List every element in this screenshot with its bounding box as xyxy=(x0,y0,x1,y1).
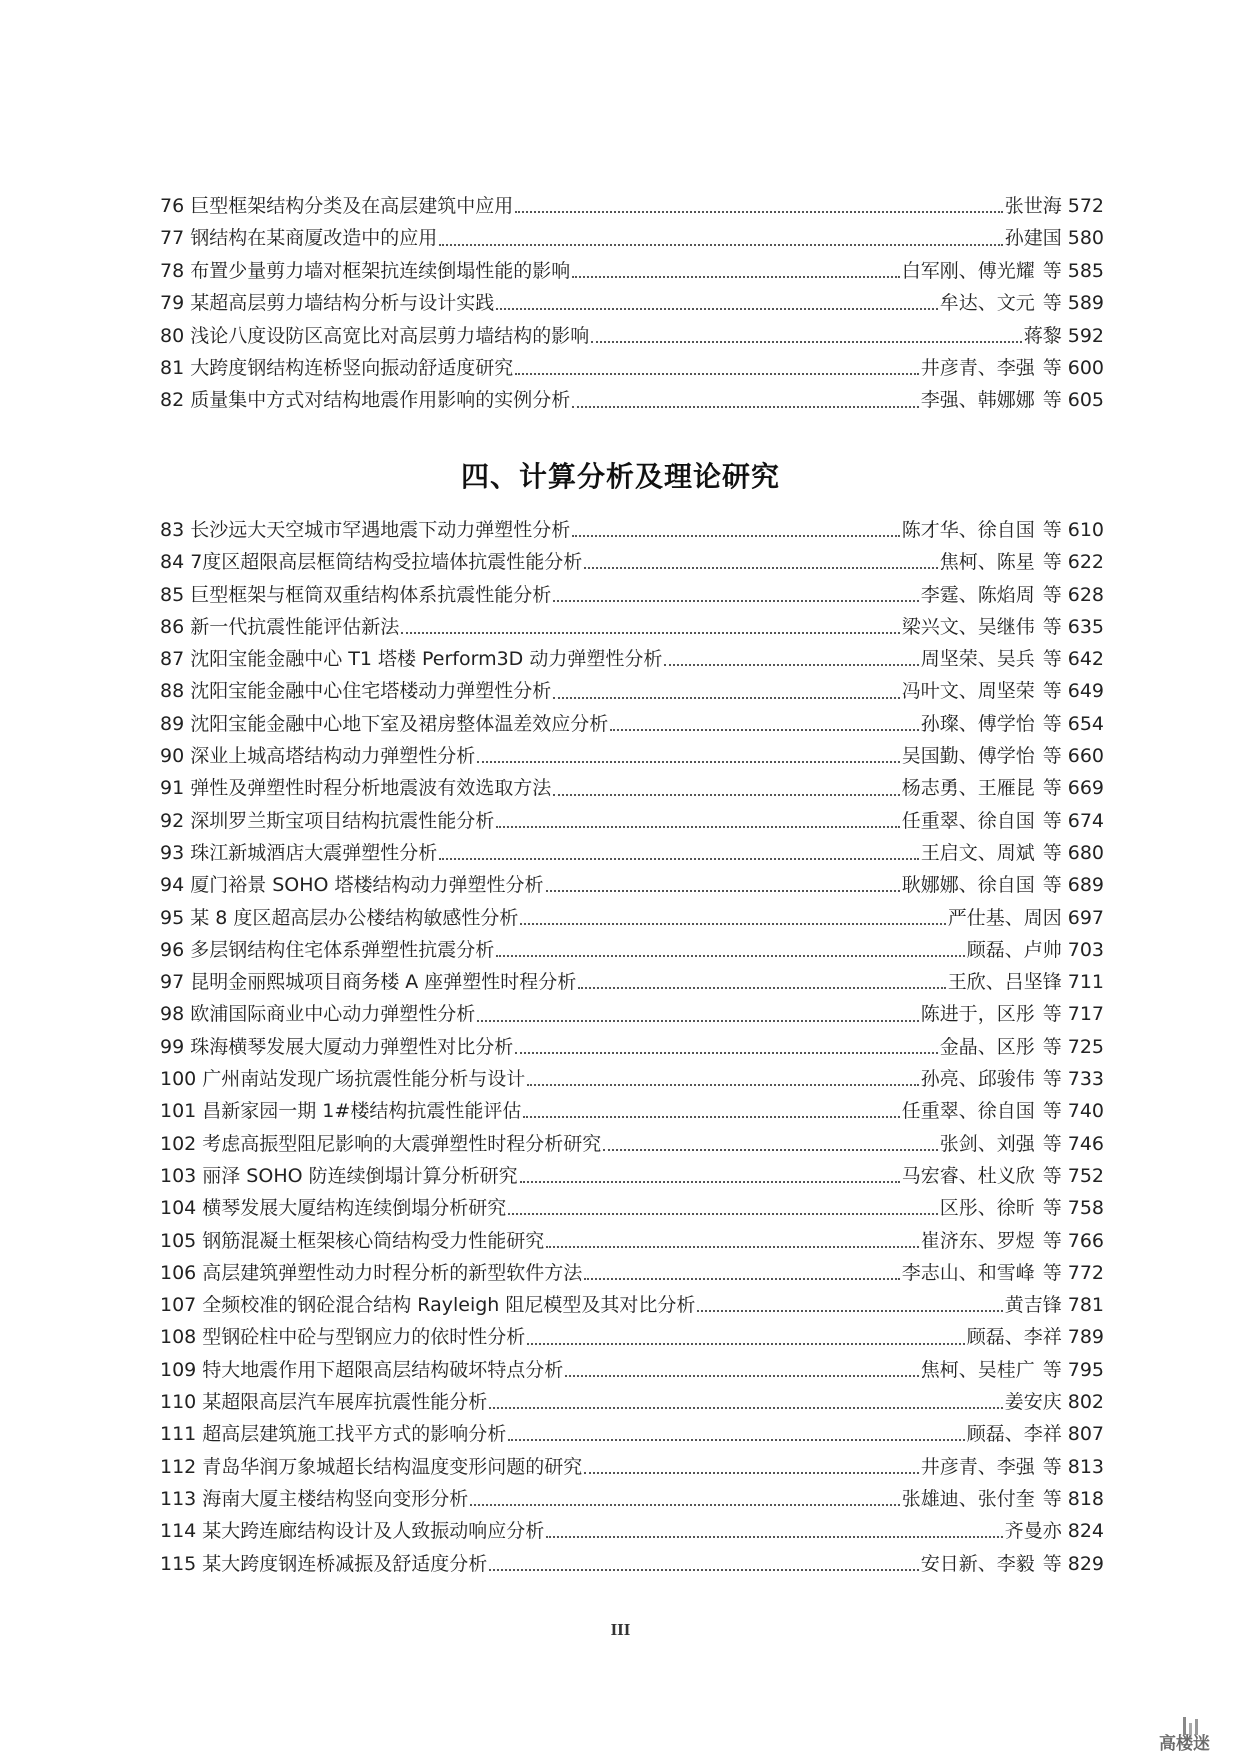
toc-entry xyxy=(160,1063,1104,1095)
entry-title: 广州南站发现广场抗震性能分析与设计 xyxy=(202,1068,526,1091)
toc-entry xyxy=(160,1548,1104,1580)
entry-page-number: 610 xyxy=(1067,519,1104,541)
toc-entry xyxy=(160,222,1104,254)
entry-number: 106 xyxy=(160,1261,197,1284)
entry-page-number: 642 xyxy=(1067,648,1104,671)
entry-authors: 顾磊、李祥 xyxy=(966,1326,1062,1349)
entry-title: 特大地震作用下超限高层结构破坏特点分析 xyxy=(202,1358,564,1381)
entry-number: 91 xyxy=(160,777,185,800)
entry-authors: 吴国勤、傅学怡 xyxy=(901,745,1035,768)
entry-page-number: 824 xyxy=(1067,1520,1104,1543)
entry-number: 87 xyxy=(160,648,185,671)
entry-page-number: 802 xyxy=(1067,1391,1104,1414)
entry-title: 弹性及弹塑性时程分析地震波有效选取方法 xyxy=(190,777,552,800)
entry-page-number: 592 xyxy=(1067,324,1104,347)
section-heading: 四、计算分析及理论研究 xyxy=(460,460,780,493)
leader-dots xyxy=(584,1472,918,1474)
toc-entry xyxy=(160,1192,1104,1224)
entry-page-number: 600 xyxy=(1067,356,1104,379)
entry-authors: 白军刚、傅光耀 xyxy=(901,259,1035,282)
entry-authors: 孙璨、傅学怡 xyxy=(920,712,1035,735)
leader-dots xyxy=(523,1116,899,1118)
leader-dots xyxy=(697,1310,1002,1312)
entry-etal: 等 xyxy=(1042,519,1062,541)
toc-entry xyxy=(160,675,1104,707)
entry-page-number: 711 xyxy=(1067,971,1104,994)
entry-title: 考虑高振型阻尼影响的大震弹塑性时程分析研究 xyxy=(202,1132,602,1155)
entry-authors: 陈才华、徐自国 xyxy=(901,519,1035,541)
entry-page-number: 589 xyxy=(1067,292,1104,315)
entry-title: 某大跨度钢连桥减振及舒适度分析 xyxy=(202,1552,488,1575)
entry-authors: 周坚荣、吴兵 xyxy=(920,648,1035,671)
leader-dots xyxy=(520,923,945,925)
entry-page-number: 605 xyxy=(1067,389,1104,412)
entry-page-number: 654 xyxy=(1067,712,1104,735)
entry-title: 7度区超限高层框筒结构受拉墙体抗震性能分析 xyxy=(190,551,583,574)
entry-authors: 任重翠、徐自国 xyxy=(901,809,1035,832)
entry-page-number: 689 xyxy=(1067,874,1104,897)
entry-authors: 井彦青、李强 xyxy=(920,356,1035,379)
leader-dots xyxy=(591,341,1022,343)
entry-title: 某超高层剪力墙结构分析与设计实践 xyxy=(190,292,495,315)
entry-title: 深业上城高塔结构动力弹塑性分析 xyxy=(190,745,476,768)
entry-page-number: 669 xyxy=(1067,777,1104,800)
entry-number: 107 xyxy=(160,1294,197,1317)
entry-authors: 井彦青、李强 xyxy=(920,1455,1035,1478)
toc-entry xyxy=(160,352,1104,384)
entry-number: 94 xyxy=(160,874,185,897)
entry-etal: 等 xyxy=(1042,1229,1062,1252)
leader-dots xyxy=(477,1020,919,1022)
entry-title: 浅论八度设防区高宽比对高层剪力墙结构的影响 xyxy=(190,324,590,347)
leader-dots xyxy=(584,567,937,569)
entry-number: 93 xyxy=(160,841,185,864)
toc-entry xyxy=(160,740,1104,772)
entry-number: 97 xyxy=(160,971,185,994)
entry-etal: 等 xyxy=(1042,1455,1062,1478)
entry-authors: 孙建国 xyxy=(1004,227,1062,250)
entry-page-number: 795 xyxy=(1067,1358,1104,1381)
entry-page-number: 674 xyxy=(1067,809,1104,832)
toc-entry xyxy=(160,1095,1104,1127)
leader-dots xyxy=(515,211,1003,213)
entry-number: 90 xyxy=(160,745,185,768)
toc-entry xyxy=(160,255,1104,287)
entry-number: 99 xyxy=(160,1035,185,1058)
entry-title: 沈阳宝能金融中心地下室及裙房整体温差效应分析 xyxy=(190,712,609,735)
toc-entry xyxy=(160,1483,1104,1515)
watermark-logo xyxy=(1153,1713,1233,1753)
entry-number: 96 xyxy=(160,938,185,961)
entry-title: 丽泽 SOHO 防连续倒塌计算分析研究 xyxy=(202,1164,518,1187)
toc-entry xyxy=(160,1225,1104,1257)
entry-authors: 李霆、陈焰周 xyxy=(920,583,1035,606)
toc-entry xyxy=(160,837,1104,869)
entry-number: 98 xyxy=(160,1003,185,1026)
entry-title: 质量集中方式对结构地震作用影响的实例分析 xyxy=(190,389,571,412)
entry-etal: 等 xyxy=(1042,1035,1062,1058)
entry-authors: 张剑、刘强 xyxy=(939,1132,1035,1155)
entry-title: 某 8 度区超高层办公楼结构敏感性分析 xyxy=(190,906,519,929)
entry-title: 青岛华润万象城超长结构温度变形问题的研究 xyxy=(202,1455,583,1478)
entry-title: 长沙远大天空城市罕遇地震下动力弹塑性分析 xyxy=(190,519,571,541)
entry-page-number: 680 xyxy=(1067,841,1104,864)
entry-title: 超高层建筑施工找平方式的影响分析 xyxy=(202,1423,507,1446)
toc-entry xyxy=(160,1031,1104,1063)
entry-title: 横琴发展大厦结构连续倒塌分析研究 xyxy=(202,1197,507,1220)
toc-entry xyxy=(160,869,1104,901)
toc-entry xyxy=(160,998,1104,1030)
entry-authors: 李志山、和雪峰 xyxy=(901,1261,1035,1284)
toc-entry xyxy=(160,611,1104,643)
entry-page-number: 752 xyxy=(1067,1164,1104,1187)
leader-dots xyxy=(546,1536,1002,1538)
entry-authors: 王欣、吕坚锋 xyxy=(947,971,1062,994)
entry-number: 114 xyxy=(160,1520,197,1543)
entry-authors: 蒋黎 xyxy=(1023,324,1062,347)
leader-dots xyxy=(610,729,919,731)
entry-number: 103 xyxy=(160,1164,197,1187)
entry-authors: 牟达、文元 xyxy=(939,292,1035,315)
entry-etal: 等 xyxy=(1042,1164,1062,1187)
entry-authors: 焦柯、陈星 xyxy=(939,551,1035,574)
entry-number: 112 xyxy=(160,1455,197,1478)
entry-etal: 等 xyxy=(1042,712,1062,735)
entry-number: 89 xyxy=(160,712,185,735)
toc-entry xyxy=(160,1160,1104,1192)
leader-dots xyxy=(572,276,900,278)
entry-authors: 孙亮、邱骏伟 xyxy=(920,1068,1035,1091)
entry-number: 104 xyxy=(160,1197,197,1220)
entry-number: 105 xyxy=(160,1229,197,1252)
entry-etal: 等 xyxy=(1042,1197,1062,1220)
entry-authors: 顾磊、李祥 xyxy=(966,1423,1062,1446)
leader-dots xyxy=(477,761,900,763)
entry-number: 115 xyxy=(160,1552,197,1575)
entry-etal: 等 xyxy=(1042,680,1062,703)
entry-number: 101 xyxy=(160,1100,197,1123)
entry-title: 某大跨连廊结构设计及人致振动响应分析 xyxy=(202,1520,545,1543)
entry-title: 钢结构在某商厦改造中的应用 xyxy=(190,227,438,250)
entry-authors: 杨志勇、王雁昆 xyxy=(901,777,1035,800)
leader-dots xyxy=(527,1343,964,1345)
entry-etal: 等 xyxy=(1042,615,1062,638)
entry-authors: 张世海 xyxy=(1004,195,1062,217)
entry-etal: 等 xyxy=(1042,648,1062,671)
entry-number: 100 xyxy=(160,1068,197,1091)
entry-page-number: 717 xyxy=(1067,1003,1104,1026)
entry-number: 85 xyxy=(160,583,185,606)
entry-authors: 姜安庆 xyxy=(1004,1391,1062,1414)
entry-page-number: 733 xyxy=(1067,1068,1104,1091)
toc-entry xyxy=(160,1128,1104,1160)
leader-dots xyxy=(520,1181,900,1183)
entry-page-number: 829 xyxy=(1067,1552,1104,1575)
entry-authors: 黄吉锋 xyxy=(1004,1294,1062,1317)
entry-etal: 等 xyxy=(1042,1261,1062,1284)
entry-page-number: 703 xyxy=(1067,938,1104,961)
toc-entry xyxy=(160,934,1104,966)
entry-authors: 顾磊、卢帅 xyxy=(966,938,1062,961)
entry-title: 全频校准的钢砼混合结构 Rayleigh 阻尼模型及其对比分析 xyxy=(202,1294,696,1317)
entry-authors: 齐曼亦 xyxy=(1004,1520,1062,1543)
entry-authors: 梁兴文、吴继伟 xyxy=(901,615,1035,638)
entry-title: 型钢砼柱中砼与型钢应力的依时性分析 xyxy=(202,1326,526,1349)
leader-dots xyxy=(496,826,900,828)
entry-title: 深圳罗兰斯宝项目结构抗震性能分析 xyxy=(190,809,495,832)
entry-authors: 陈进于，区彤 xyxy=(920,1003,1035,1026)
entry-number: 76 xyxy=(160,195,185,217)
entry-number: 80 xyxy=(160,324,185,347)
entry-page-number: 740 xyxy=(1067,1100,1104,1123)
leader-dots xyxy=(489,1407,1002,1409)
leader-dots xyxy=(553,600,919,602)
entry-number: 78 xyxy=(160,259,185,282)
toc-entry xyxy=(160,772,1104,804)
leader-dots xyxy=(664,664,918,666)
leader-dots xyxy=(489,1569,918,1571)
entry-page-number: 813 xyxy=(1067,1455,1104,1478)
entry-page-number: 766 xyxy=(1067,1229,1104,1252)
entry-number: 83 xyxy=(160,519,185,541)
entry-authors: 焦柯、吴桂广 xyxy=(920,1358,1035,1381)
leader-dots xyxy=(546,1246,918,1248)
toc-entry xyxy=(160,514,1104,546)
entry-title: 沈阳宝能金融中心住宅塔楼动力弹塑性分析 xyxy=(190,680,552,703)
toc-entry xyxy=(160,1354,1104,1386)
entry-etal: 等 xyxy=(1042,356,1062,379)
toc-entry xyxy=(160,1257,1104,1289)
entry-page-number: 725 xyxy=(1067,1035,1104,1058)
entry-page-number: 758 xyxy=(1067,1197,1104,1220)
toc-entry xyxy=(160,1289,1104,1321)
entry-authors: 冯叶文、周坚荣 xyxy=(901,680,1035,703)
entry-title: 昆明金丽熙城项目商务楼 A 座弹塑性时程分析 xyxy=(190,971,577,994)
entry-authors: 安日新、李毅 xyxy=(920,1552,1035,1575)
entry-number: 82 xyxy=(160,389,185,412)
entry-page-number: 649 xyxy=(1067,680,1104,703)
leader-dots xyxy=(439,858,919,860)
entry-authors: 张雄迪、张付奎 xyxy=(901,1487,1035,1510)
entry-page-number: 772 xyxy=(1067,1261,1104,1284)
entry-number: 81 xyxy=(160,356,185,379)
leader-dots xyxy=(439,244,1003,246)
entry-etal: 等 xyxy=(1042,874,1062,897)
toc-entry xyxy=(160,1451,1104,1483)
entry-page-number: 622 xyxy=(1067,551,1104,574)
entry-title: 布置少量剪力墙对框架抗连续倒塌性能的影响 xyxy=(190,259,571,282)
entry-etal: 等 xyxy=(1042,389,1062,412)
toc-entry xyxy=(160,966,1104,998)
toc-entry xyxy=(160,1321,1104,1353)
entry-etal: 等 xyxy=(1042,809,1062,832)
toc-entry xyxy=(160,320,1104,352)
entry-number: 102 xyxy=(160,1132,197,1155)
entry-number: 84 xyxy=(160,551,185,574)
entry-title: 新一代抗震性能评估新法 xyxy=(190,615,400,638)
entry-etal: 等 xyxy=(1042,1068,1062,1091)
entry-etal: 等 xyxy=(1042,841,1062,864)
entry-number: 77 xyxy=(160,227,185,250)
entry-page-number: 807 xyxy=(1067,1423,1104,1446)
page-folio: III xyxy=(610,1620,631,1639)
leader-dots xyxy=(508,1439,964,1441)
toc-upper-list xyxy=(160,190,1104,417)
entry-etal: 等 xyxy=(1042,745,1062,768)
leader-dots xyxy=(496,308,938,310)
leader-dots xyxy=(553,697,900,699)
entry-title: 沈阳宝能金融中心 T1 塔楼 Perform3D 动力弹塑性分析 xyxy=(190,648,663,671)
entry-page-number: 635 xyxy=(1067,615,1104,638)
leader-dots xyxy=(578,987,945,989)
entry-etal: 等 xyxy=(1042,777,1062,800)
toc-entry xyxy=(160,1515,1104,1547)
entry-authors: 王启文、周斌 xyxy=(920,841,1035,864)
entry-page-number: 789 xyxy=(1067,1326,1104,1349)
entry-etal: 等 xyxy=(1042,292,1062,315)
leader-dots xyxy=(401,632,900,634)
toc-entry xyxy=(160,287,1104,319)
entry-etal: 等 xyxy=(1042,1487,1062,1510)
entry-title: 巨型框架结构分类及在高层建筑中应用 xyxy=(190,195,514,217)
entry-title: 多层钢结构住宅体系弹塑性抗震分析 xyxy=(190,938,495,961)
entry-number: 108 xyxy=(160,1326,197,1349)
entry-authors: 耿娜娜、徐自国 xyxy=(901,874,1035,897)
leader-dots xyxy=(572,406,919,408)
entry-page-number: 580 xyxy=(1067,227,1104,250)
toc-entry xyxy=(160,1386,1104,1418)
entry-title: 钢筋混凝土框架核心筒结构受力性能研究 xyxy=(202,1229,545,1252)
toc-entry xyxy=(160,902,1104,934)
toc-entry xyxy=(160,579,1104,611)
entry-title: 珠海横琴发展大厦动力弹塑性对比分析 xyxy=(190,1035,514,1058)
entry-number: 92 xyxy=(160,809,185,832)
toc-entry xyxy=(160,384,1104,416)
leader-dots xyxy=(603,1149,937,1151)
entry-page-number: 818 xyxy=(1067,1487,1104,1510)
entry-page-number: 572 xyxy=(1067,195,1104,217)
entry-number: 88 xyxy=(160,680,185,703)
entry-etal: 等 xyxy=(1042,551,1062,574)
entry-etal: 等 xyxy=(1042,259,1062,282)
leader-dots xyxy=(584,1278,899,1280)
entry-number: 86 xyxy=(160,615,185,638)
entry-etal: 等 xyxy=(1042,1132,1062,1155)
leader-dots xyxy=(546,890,900,892)
leader-dots xyxy=(565,1375,918,1377)
entry-title: 昌新家园一期 1#楼结构抗震性能评估 xyxy=(202,1100,522,1123)
watermark-text: 高楼迷 xyxy=(1159,1734,1210,1753)
entry-page-number: 697 xyxy=(1067,906,1104,929)
entry-number: 110 xyxy=(160,1391,197,1414)
entry-authors: 严仕基、周因 xyxy=(947,906,1062,929)
entry-authors: 任重翠、徐自国 xyxy=(901,1100,1035,1123)
entry-page-number: 660 xyxy=(1067,745,1104,768)
entry-page-number: 628 xyxy=(1067,583,1104,606)
entry-page-number: 585 xyxy=(1067,259,1104,282)
toc-entry xyxy=(160,546,1104,578)
entry-etal: 等 xyxy=(1042,583,1062,606)
entry-authors: 区彤、徐昕 xyxy=(939,1197,1035,1220)
entry-etal: 等 xyxy=(1042,1003,1062,1026)
entry-etal: 等 xyxy=(1042,1100,1062,1123)
entry-title: 某超限高层汽车展库抗震性能分析 xyxy=(202,1391,488,1414)
entry-number: 109 xyxy=(160,1358,197,1381)
entry-title: 珠江新城酒店大震弹塑性分析 xyxy=(190,841,438,864)
entry-title: 厦门裕景 SOHO 塔楼结构动力弹塑性分析 xyxy=(190,874,544,897)
entry-page-number: 781 xyxy=(1067,1294,1104,1317)
entry-title: 海南大厦主楼结构竖向变形分析 xyxy=(202,1487,469,1510)
entry-title: 欧浦国际商业中心动力弹塑性分析 xyxy=(190,1003,476,1026)
entry-authors: 李强、韩娜娜 xyxy=(920,389,1035,412)
leader-dots xyxy=(515,1052,938,1054)
entry-title: 高层建筑弹塑性动力时程分析的新型软件方法 xyxy=(202,1261,583,1284)
entry-number: 113 xyxy=(160,1487,197,1510)
entry-title: 大跨度钢结构连桥竖向振动舒适度研究 xyxy=(190,356,514,379)
leader-dots xyxy=(553,794,900,796)
leader-dots xyxy=(470,1504,899,1506)
entry-number: 111 xyxy=(160,1423,197,1446)
entry-number: 79 xyxy=(160,292,185,315)
toc-entry xyxy=(160,643,1104,675)
toc-entry xyxy=(160,1418,1104,1450)
toc-lower-list xyxy=(160,514,1104,1580)
leader-dots xyxy=(515,373,919,375)
leader-dots xyxy=(496,955,965,957)
leader-dots xyxy=(572,535,900,537)
entry-authors: 马宏睿、杜义欣 xyxy=(901,1164,1035,1187)
leader-dots xyxy=(508,1213,937,1215)
entry-etal: 等 xyxy=(1042,1552,1062,1575)
entry-page-number: 746 xyxy=(1067,1132,1104,1155)
entry-authors: 金晶、区彤 xyxy=(939,1035,1035,1058)
entry-etal: 等 xyxy=(1042,1358,1062,1381)
toc-entry xyxy=(160,190,1104,222)
entry-number: 95 xyxy=(160,906,185,929)
toc-entry xyxy=(160,708,1104,740)
leader-dots xyxy=(527,1084,918,1086)
toc-entry xyxy=(160,805,1104,837)
entry-title: 巨型框架与框筒双重结构体系抗震性能分析 xyxy=(190,583,552,606)
entry-authors: 崔济东、罗煜 xyxy=(920,1229,1035,1252)
